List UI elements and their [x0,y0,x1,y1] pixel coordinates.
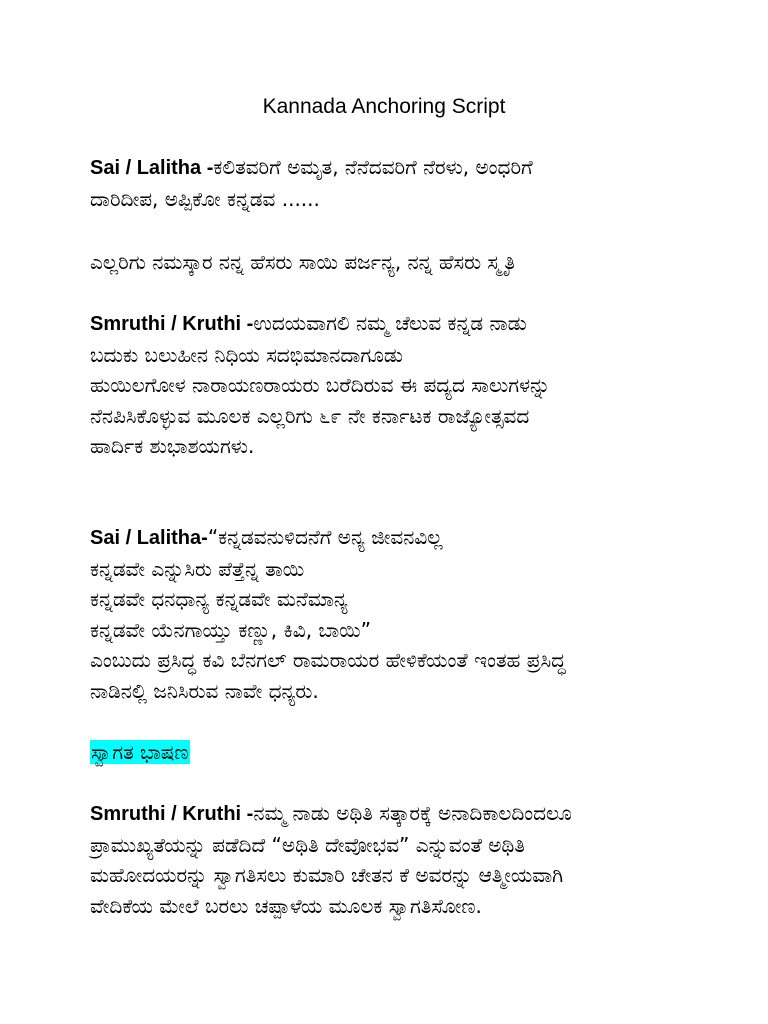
kannada-text: ಎಂಬುದು ಪ್ರಸಿದ್ಧ ಕವಿ ಬೆನಗಲ್ ರಾಮರಾಯರ ಹೇಳಿಕೆಯಂತೆ ಇಂತಹ ಪ್ರಸಿದ್ಧ [90,648,566,672]
section-heading-welcome-speech [90,737,690,768]
speaker-label: Smruthi / Kruthi - [90,803,254,825]
kannada-text: ದಾರಿದೀಪ, ಅಪ್ಪಿಕೋ ಕನ್ನಡವ ...... [90,186,320,211]
paragraph-line [90,522,690,554]
paragraph-line [90,798,690,830]
paragraph-smruthi-kruthi-intro [90,308,690,462]
kannada-text: ಮಹೋದಯರನ್ನು ಸ್ವಾಗತಿಸಲು ಕುಮಾರಿ ಚೇತನ ಕೆ ಅವರನ್ನು ಆತ್ಮೀಯವಾಗಿ [90,863,564,887]
kannada-text: “ಕನ್ನಡವನುಳಿದನೆಗೆ ಅನ್ಯ ಜೀವನವಿಲ್ಲ [207,525,443,549]
speaker-label: Sai / Lalitha- [90,527,208,549]
kannada-text: ನಾಡಿನಲ್ಲಿ ಜನಿಸಿರುವ ನಾವೇ ಧನ್ಯರು. [90,678,319,703]
highlighted-heading: ಸ್ವಾಗತ ಭಾಷಣ [91,740,189,764]
kannada-text: ಕನ್ನಡವೇ ಎನ್ನುಸಿರು ಪೆತ್ತೆನ್ನ ತಾಯಿ [90,556,305,581]
paragraph-line [90,152,690,184]
kannada-text: ಹುಯಿಲಗೋಳ ನಾರಾಯಣರಾಯರು ಬರೆದಿರುವ ಈ ಪದ್ಯದ ಸಾಲುಗಳನ್ನು [90,373,551,397]
kannada-text: ಹಾರ್ದಿಕ ಶುಭಾಶಯಗಳು. [90,434,255,458]
kannada-text: ವೇದಿಕೆಯ ಮೇಲೆ ಬರಲು ಚಪ್ಪಾಳೆಯ ಮೂಲಕ ಸ್ವಾಗತಿಸೋಣ. [90,893,482,918]
kannada-text: ಎಲ್ಲರಿಗು ನಮಸ್ಕಾರ ನನ್ನ ಹೆಸರು ಸಾಯಿ ಪರ್ಜನ್ಯ, ನನ್ನ ಹೆಸರು ಸ್ಮೃತಿ [90,250,515,274]
kannada-text: ಕನ್ನಡವೇ ಧನಧಾನ್ಯ ಕನ್ನಡವೇ ಮನೆಮಾನ್ಯ [90,587,348,611]
kannada-text: ಕನ್ನಡವೇ ಯೆನಗಾಯ್ತು ಕಣ್ಣು, ಕಿವಿ, ಬಾಯಿ” [90,617,371,642]
speaker-label: Sai / Lalitha - [90,157,214,179]
paragraph-sai-lalitha-poem [90,522,690,706]
kannada-text: ನಮ್ಮ ನಾಡು ಅಥಿತಿ ಸತ್ಕಾರಕ್ಕೆ ಅನಾದಿಕಾಲದಿಂದಲೂ [253,801,572,825]
paragraph-smruthi-kruthi-welcome [90,798,690,921]
kannada-text: ಕಲಿತವರಿಗೆ ಅಮೃತ, ನೆನೆದವರಿಗೆ ನೆರಳು, ಅಂಧರಿಗೆ [213,155,533,179]
kannada-text: ಬದುಕು ಬಲುಹೀನ ನಿಧಿಯ ಸದಭಿಮಾನದಾಗೂಡು [90,342,404,367]
speaker-label: Smruthi / Kruthi - [90,313,254,335]
kannada-text: ಉದಯವಾಗಲಿ ನಮ್ಮ ಚೆಲುವ ಕನ್ನಡ ನಾಡು [253,311,527,335]
paragraph-sai-lalitha-intro [90,152,690,214]
kannada-text: ಪ್ರಾಮುಖ್ಯತೆಯನ್ನು ಪಡೆದಿದೆ “ಅಥಿತಿ ದೇವೋಭವ” ಎನ್ನುವಂತೆ ಅಥಿತಿ [90,832,525,857]
paragraph-line [90,308,690,340]
kannada-text: ನೆನಪಿಸಿಕೊಳ್ಳುವ ಮೂಲಕ ಎಲ್ಲರಿಗು ೬೯ ನೇ ಕರ್ನಾಟಕ ರಾಜ್ಯೋತ್ಸವದ [90,403,530,428]
paragraph-greeting [90,247,690,278]
document-title: Kannada Anchoring Script [262,95,506,118]
